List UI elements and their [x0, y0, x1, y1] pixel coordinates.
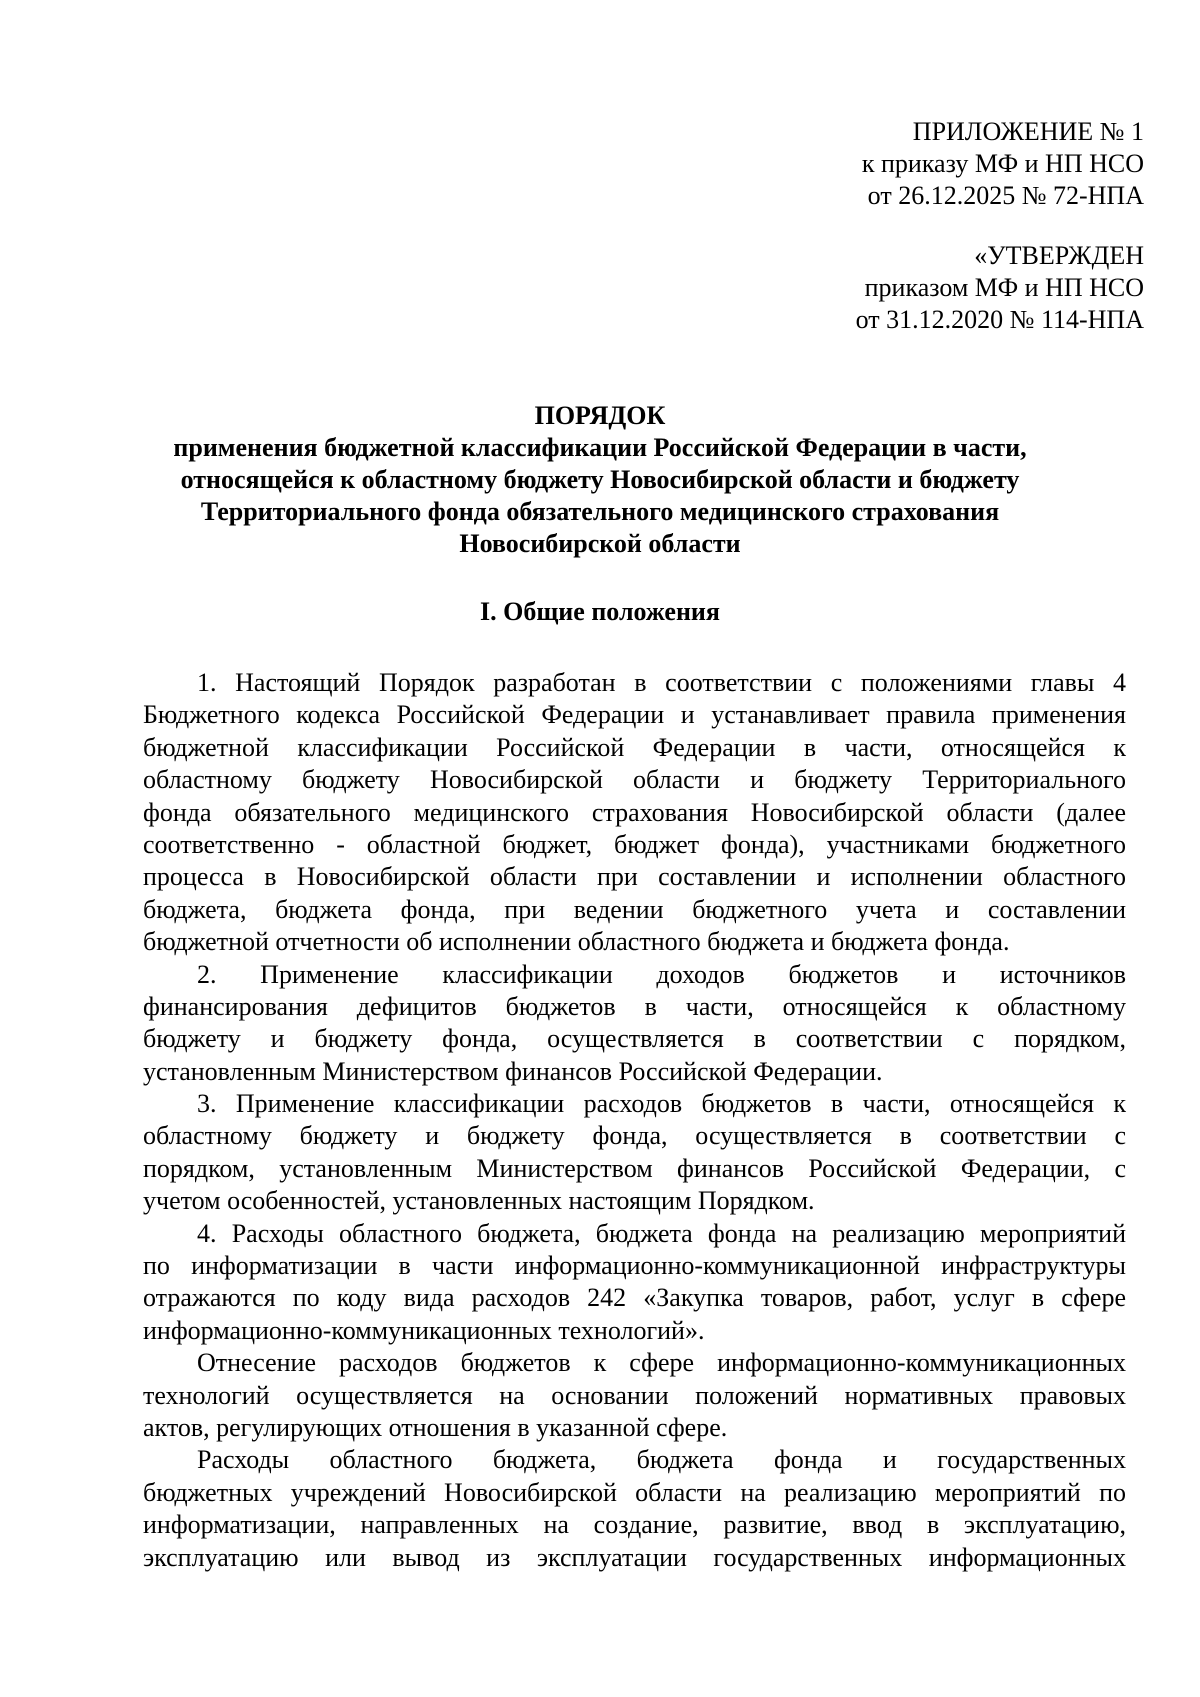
text-line: областному бюджету и бюджету фонда, осуществляется в соответствии с	[143, 1121, 1126, 1151]
text-line: бюджету и бюджету фонда, осуществляется в соответствии с порядком,	[143, 1024, 1126, 1054]
approval-line: приказом МФ и НП НСО	[864, 273, 1144, 302]
appendix-line: от 26.12.2025 № 72-НПА	[867, 181, 1144, 210]
text-line: процесса в Новосибирской области при составлении и исполнении областного	[143, 862, 1126, 892]
text-line: Расходы областного бюджета, бюджета фонда и государственных	[197, 1445, 1126, 1475]
paragraph	[143, 1088, 1126, 1218]
section-heading: I. Общие положения	[480, 597, 720, 626]
title-subtitle-line: Новосибирской области	[459, 529, 741, 558]
text-line: эксплуатацию или вывод из эксплуатации государственных информационных	[143, 1542, 1126, 1572]
text-line: бюджета, бюджета фонда, при ведении бюджетного учета и составлении	[143, 894, 1126, 924]
approval-line: от 31.12.2020 № 114-НПА	[855, 305, 1144, 334]
text-line: бюджетных учреждений Новосибирской области на реализацию мероприятий по	[143, 1477, 1126, 1507]
text-line: порядком, установленным Министерством финансов Российской Федерации, с	[143, 1153, 1126, 1183]
paragraph	[143, 667, 1126, 959]
appendix-line: к приказу МФ и НП НСО	[861, 149, 1144, 178]
text-line: областному бюджету Новосибирской области и бюджету Территориального	[143, 765, 1126, 795]
text-line: учетом особенностей, установленных настоящим Порядком.	[143, 1186, 815, 1216]
text-line: соответственно - областной бюджет, бюджет фонда), участниками бюджетного	[143, 829, 1126, 859]
appendix-line: ПРИЛОЖЕНИЕ № 1	[912, 117, 1144, 146]
text-line: бюджетной отчетности об исполнении областного бюджета и бюджета фонда.	[143, 927, 1010, 957]
text-line: 2. Применение классификации доходов бюджетов и источников	[197, 959, 1126, 989]
approval-line: «УТВЕРЖДЕН	[974, 241, 1144, 270]
approval-stamp	[856, 240, 1144, 336]
text-line: Бюджетного кодекса Российской Федерации и устанавливает правила применения	[143, 700, 1126, 730]
title-subtitle-line: Территориального фонда обязательного медицинского страхования	[200, 497, 1000, 526]
text-line: Отнесение расходов бюджетов к сфере информационно-коммуникационных	[197, 1348, 1126, 1378]
text-line: информационно-коммуникационных технологий».	[143, 1315, 705, 1345]
paragraph	[143, 959, 1126, 1089]
text-line: фонда обязательного медицинского страхования Новосибирской области (далее	[143, 797, 1126, 827]
text-line: по информатизации в части информационно-коммуникационной инфраструктуры	[143, 1251, 1126, 1281]
paragraph	[143, 1444, 1126, 1574]
paragraph	[143, 1347, 1126, 1444]
appendix-stamp	[862, 116, 1144, 212]
text-line: технологий осуществляется на основании положений нормативных правовых	[143, 1380, 1126, 1410]
title-subtitle-line: относящейся к областному бюджету Новосибирской области и бюджету	[180, 465, 1020, 494]
text-line: 4. Расходы областного бюджета, бюджета фонда на реализацию мероприятий	[197, 1218, 1126, 1248]
title-subtitle-line: применения бюджетной классификации Российской Федерации в части,	[173, 433, 1027, 462]
text-line: отражаются по коду вида расходов 242 «Закупка товаров, работ, услуг в сфере	[143, 1283, 1126, 1313]
paragraph	[143, 1218, 1126, 1348]
text-line: актов, регулирующих отношения в указанной сфере.	[143, 1412, 728, 1442]
body-text	[143, 667, 1126, 1574]
title-main: ПОРЯДОК	[534, 401, 666, 430]
text-line: финансирования дефицитов бюджетов в части, относящейся к областному	[143, 991, 1126, 1021]
text-line: 1. Настоящий Порядок разработан в соответствии с положениями главы 4	[197, 668, 1126, 697]
text-line: информатизации, направленных на создание, развитие, ввод в эксплуатацию,	[143, 1510, 1126, 1540]
text-line: 3. Применение классификации расходов бюджетов в части, относящейся к	[197, 1089, 1126, 1119]
text-line: бюджетной классификации Российской Федерации в части, относящейся к	[143, 732, 1126, 762]
document-title	[130, 400, 1070, 560]
text-line: установленным Министерством финансов Российской Федерации.	[143, 1056, 883, 1086]
